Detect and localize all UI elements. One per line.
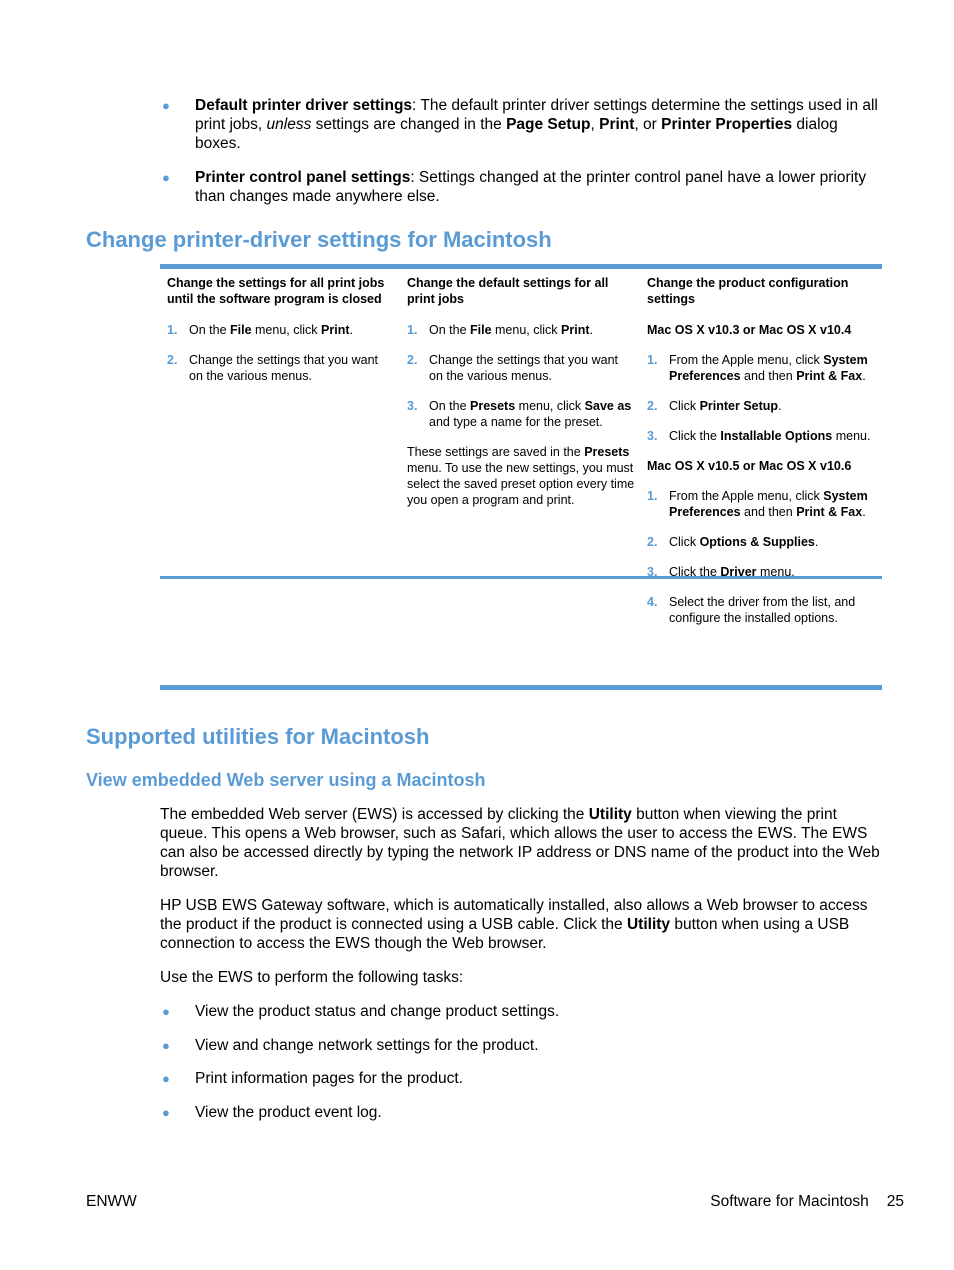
subsection-heading-view-ews: View embedded Web server using a Macintosh <box>86 770 486 790</box>
step-item: 1. On the File menu, click Print. <box>407 323 593 337</box>
step-item: 2. Click Printer Setup. <box>647 399 782 413</box>
table-col1 <box>160 322 392 398</box>
footer-right <box>710 1193 904 1211</box>
bullet-icon: ● <box>162 1004 170 1019</box>
step-item: 3. Click the Installable Options menu. <box>647 429 871 443</box>
step-item: 1. From the Apple menu, click System Preferences and then Print & Fax. <box>647 353 868 383</box>
table-col2 <box>400 322 635 522</box>
step-item: 3. On the Presets menu, click Save as and type a name for the preset. <box>407 399 632 429</box>
step-item: 1. On the File menu, click Print. <box>167 323 353 337</box>
section-heading-supported-utilities: Supported utilities for Macintosh <box>86 724 430 749</box>
section-heading-change-driver-settings: Change printer-driver settings for Macintosh <box>86 227 552 252</box>
list-item: ● View the product status and change product settings. <box>162 1003 560 1020</box>
bullet-icon: ● <box>162 1104 170 1120</box>
os-version-heading: Mac OS X v10.3 or Mac OS X v10.4 <box>647 323 852 337</box>
table-header-col1: Change the settings for all print jobs until the software program is closed <box>167 276 385 306</box>
list-item: ● Print information pages for the product. <box>162 1070 463 1087</box>
settings-table <box>160 264 882 690</box>
page-number: 25 <box>886 1193 904 1210</box>
step-item: 2. Change the settings that you want on the various menus. <box>407 353 619 383</box>
table-col3 <box>640 322 872 640</box>
table-header-col2: Change the default settings for all print jobs <box>407 276 609 306</box>
paragraph-usb-gateway: HP USB EWS Gateway software, which is automatically installed, also allows a Web browser to access the product if the product is connected using a USB cable. Click the Utility button when using a USB connection to access the EWS though the Web browser. <box>160 897 868 952</box>
step-item: 2. Change the settings that you want on the various menus. <box>167 353 379 383</box>
bullet-icon: ● <box>162 1071 170 1086</box>
step-item: 1. From the Apple menu, click System Preferences and then Print & Fax. <box>647 489 868 519</box>
bullet-term: Printer control panel settings <box>195 169 411 186</box>
list-item: ● Default printer driver settings: The default printer driver settings determine the settings used in all print jobs, unless settings are changed in the Page Setup, Print, or Printer Properties dialog boxes. <box>162 97 878 152</box>
table-bottom-rule <box>160 685 882 690</box>
table-top-rule <box>160 264 882 269</box>
list-item: ● View the product event log. <box>162 1103 382 1121</box>
os-version-heading: Mac OS X v10.5 or Mac OS X v10.6 <box>647 459 852 473</box>
list-item: ● View and change network settings for the product. <box>162 1036 539 1054</box>
table-header-col3: Change the product configuration settings <box>647 276 849 306</box>
step-item: 4. Select the driver from the list, and configure the installed options. <box>647 595 856 625</box>
bullet-term: Default printer driver settings <box>195 97 413 114</box>
step-item: 2. Click Options & Supplies. <box>647 535 819 549</box>
paragraph-ews-access: The embedded Web server (EWS) is accessed by clicking the Utility button when viewing the print queue. This opens a Web browser, such as Safari, which allows the user to access the EWS. The EWS can also be accessed directly by typing the network IP address or DNS name of the product into the Web browser. <box>160 806 880 880</box>
bullet-icon: ● <box>162 98 170 113</box>
intro-bullet-list <box>160 96 882 221</box>
ews-task-list <box>160 1002 882 1136</box>
footer-section-title: Software for Macintosh <box>710 1193 869 1210</box>
list-item: ● Printer control panel settings: Settings changed at the printer control panel have a lower priority than changes made anywhere else. <box>162 169 867 205</box>
bullet-icon: ● <box>162 170 170 185</box>
paragraph-tasks-intro: Use the EWS to perform the following tasks: <box>160 969 464 986</box>
footer-left-label: ENWW <box>86 1193 137 1210</box>
bullet-icon: ● <box>162 1037 170 1053</box>
preset-note: These settings are saved in the Presets menu. To use the new settings, you must select the saved preset option every time you open a program and print. <box>407 445 635 507</box>
step-item: 3. Click the Driver menu. <box>647 565 795 579</box>
